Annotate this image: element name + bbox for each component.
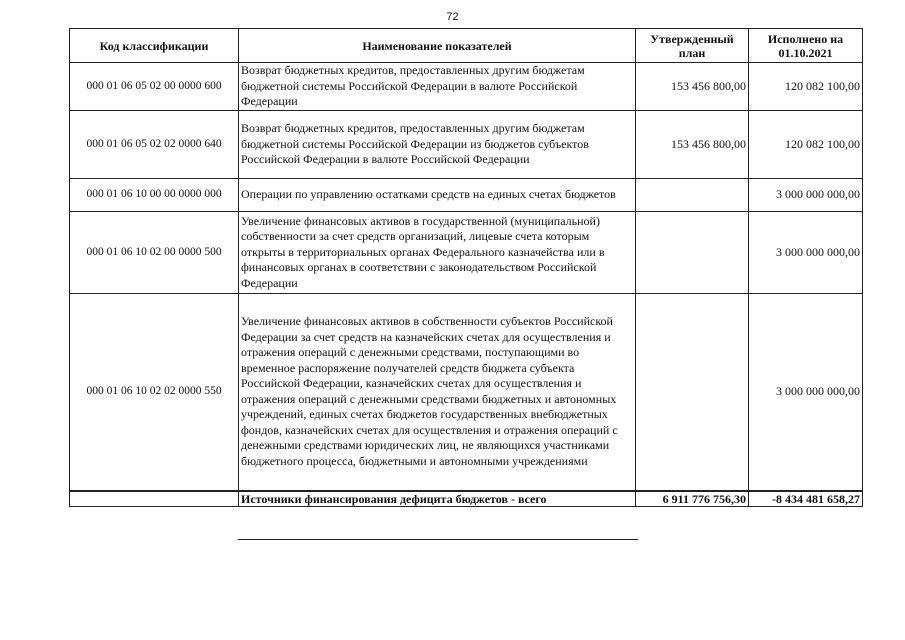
header-name: Наименование показателей [239,29,636,63]
total-row [70,491,863,507]
row-executed: 3 000 000 000,00 [749,212,863,294]
table-row [70,212,863,294]
row-name: Возврат бюджетных кредитов, предоставленных другим бюджетам бюджетной системы Российской Федерации из бюджетов субъектов Российской Федерации в валюте Российской Федерации [239,111,636,179]
row-plan: 153 456 800,00 [636,63,749,111]
row-code: 000 01 06 10 02 02 0000 550 [70,294,239,491]
header-code: Код классификации [70,29,239,63]
row-code: 000 01 06 05 02 02 0000 640 [70,111,239,179]
row-executed: 120 082 100,00 [749,111,863,179]
table-row [70,63,863,111]
table-row [70,111,863,179]
footer-divider [238,539,638,540]
row-plan [636,294,749,491]
row-code: 000 01 06 05 02 00 0000 600 [70,63,239,111]
row-name: Увеличение финансовых активов в собственности субъектов Российской Федерации за счет средств на казначейских счетах для осуществления и отражения операций с денежными средствами, поступающими во временное распоряжение получателей средств бюджета субъекта Российской Федерации, казначейских счетах для осуществления и отражения операций с денежными средствами бюджетных и автономных учреждений, единых счетах бюджетов государственных внебюджетных фондов, казначейских счетах для осуществления и отражения операций с денежными средствами юридических лиц, не являющихся участниками бюджетного процесса, бюджетными и автономными учреждениями [239,294,636,491]
row-executed: 120 082 100,00 [749,63,863,111]
total-name: Источники финансирования дефицита бюджетов - всего [239,491,636,507]
row-name: Возврат бюджетных кредитов, предоставленных другим бюджетам бюджетной системы Российской Федерации в валюте Российской Федерации [239,63,636,111]
total-executed: -8 434 481 658,27 [749,491,863,507]
row-name: Операции по управлению остатками средств на единых счетах бюджетов [239,179,636,212]
table-header-row [70,29,863,63]
table-row [70,294,863,491]
row-plan [636,212,749,294]
row-executed: 3 000 000 000,00 [749,179,863,212]
header-executed: Исполнено на 01.10.2021 [749,29,863,63]
row-name: Увеличение финансовых активов в государственной (муниципальной) собственности за счет средств организаций, лицевые счета которым открыты в территориальных органах Федерального казначейства или в финансовых органах в соответствии с законодательством Российской Федерации [239,212,636,294]
header-plan: Утвержденный план [636,29,749,63]
total-plan: 6 911 776 756,30 [636,491,749,507]
row-plan [636,179,749,212]
row-executed: 3 000 000 000,00 [749,294,863,491]
total-code [70,491,239,507]
page-number: 72 [446,11,459,23]
row-code: 000 01 06 10 00 00 0000 000 [70,179,239,212]
table-row [70,179,863,212]
row-plan: 153 456 800,00 [636,111,749,179]
financing-sources-table [69,28,863,507]
row-code: 000 01 06 10 02 00 0000 500 [70,212,239,294]
